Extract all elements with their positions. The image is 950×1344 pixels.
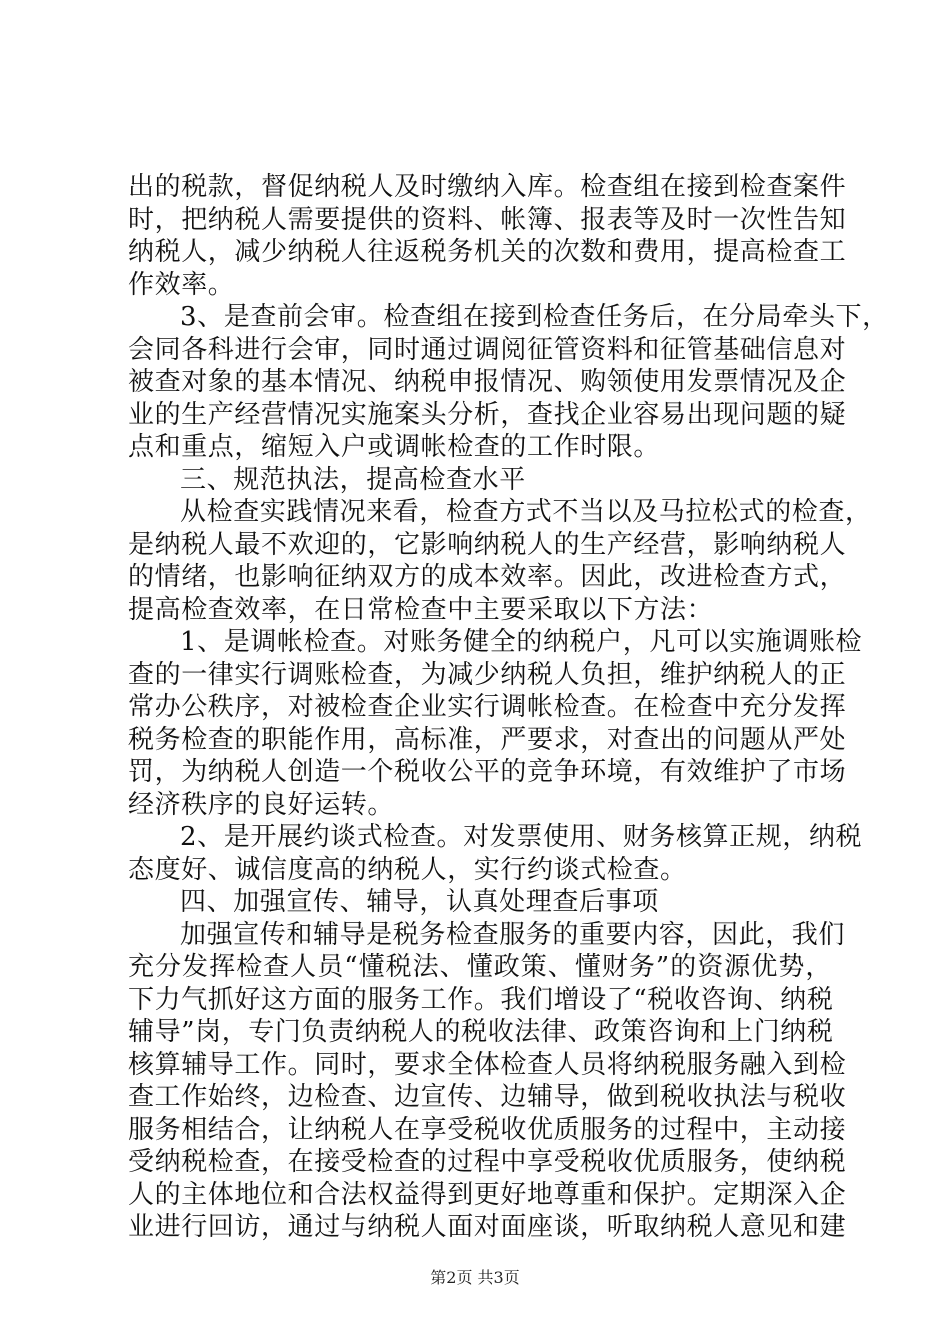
text-line: 查的一律实行调账检查，为减少纳税人负担，维护纳税人的正	[128, 659, 847, 690]
text-line: 辅导”岗，专门负责纳税人的税收法律、政策咨询和上门纳税	[128, 1017, 834, 1047]
text-line: 查工作始终，边检查、边宣传、边辅导，做到税收执法与税收	[128, 1082, 847, 1112]
paragraph-start-line: 2、是开展约谈式检查。对发票使用、财务核算正规，纳税	[180, 822, 863, 852]
text-line: 会同各科进行会审，同时通过调阅征管资料和征管基础信息对	[128, 334, 847, 365]
text-line: 作效率。	[128, 269, 235, 300]
document-body	[128, 171, 889, 1244]
text-line: 罚，为纳税人创造一个税收公平的竞争环境，有效维护了市场	[128, 757, 847, 787]
paragraph-start-line: 1、是调帐检查。对账务健全的纳税户，凡可以实施调账检	[180, 627, 863, 657]
text-line: 是纳税人最不欢迎的，它影响纳税人的生产经营，影响纳税人	[128, 529, 847, 560]
text-line: 核算辅导工作。同时，要求全体检查人员将纳税服务融入到检	[128, 1049, 847, 1080]
text-line: 税务检查的职能作用，高标准，严要求，对查出的问题从严处	[128, 724, 847, 755]
text-line: 纳税人，减少纳税人往返税务机关的次数和费用，提高检查工	[128, 237, 847, 267]
section-heading: 三、规范执法，提高检查水平	[180, 464, 526, 495]
text-line: 受纳税检查，在接受检查的过程中享受税收优质服务，使纳税	[128, 1147, 847, 1177]
text-line: 人的主体地位和合法权益得到更好地尊重和保护。定期深入企	[128, 1179, 847, 1210]
text-line: 经济秩序的良好运转。	[128, 789, 395, 820]
text-line: 被查对象的基本情况、纳税申报情况、购领使用发票情况及企	[128, 367, 847, 397]
paragraph-start-line: 从检查实践情况来看，检查方式不当以及马拉松式的检查，	[180, 497, 872, 527]
text-line: 充分发挥检查人员“懂税法、懂政策、懂财务”的资源优势，	[128, 952, 832, 982]
text-line: 时，把纳税人需要提供的资料、帐簿、报表等及时一次性告知	[128, 204, 847, 235]
text-line: 服务相结合，让纳税人在享受税收优质服务的过程中，主动接	[128, 1114, 847, 1145]
text-line: 的情绪，也影响征纳双方的成本效率。因此，改进检查方式，	[128, 562, 847, 592]
text-line: 业进行回访，通过与纳税人面对面座谈，听取纳税人意见和建	[128, 1212, 847, 1242]
text-line: 点和重点，缩短入户或调帐检查的工作时限。	[128, 432, 661, 462]
text-line: 出的税款，督促纳税人及时缴纳入库。检查组在接到检查案件	[128, 172, 847, 202]
text-line: 态度好、诚信度高的纳税人，实行约谈式检查。	[128, 854, 687, 885]
section-heading: 四、加强宣传、辅导，认真处理查后事项	[180, 887, 659, 917]
text-line: 业的生产经营情况实施案头分析，查找企业容易出现问题的疑	[128, 399, 847, 430]
text-line: 常办公秩序，对被检查企业实行调帐检查。在检查中充分发挥	[128, 692, 847, 722]
page-number: 第2页 共3页	[430, 1268, 520, 1287]
paragraph-start-line: 加强宣传和辅导是税务检查服务的重要内容，因此，我们	[180, 919, 846, 950]
text-line: 下力气抓好这方面的服务工作。我们增设了“税收咨询、纳税	[128, 984, 834, 1015]
paragraph-start-line: 3、是查前会审。检查组在接到检查任务后，在分局牵头下，	[180, 302, 889, 332]
text-line: 提高检查效率，在日常检查中主要采取以下方法：	[128, 594, 714, 625]
